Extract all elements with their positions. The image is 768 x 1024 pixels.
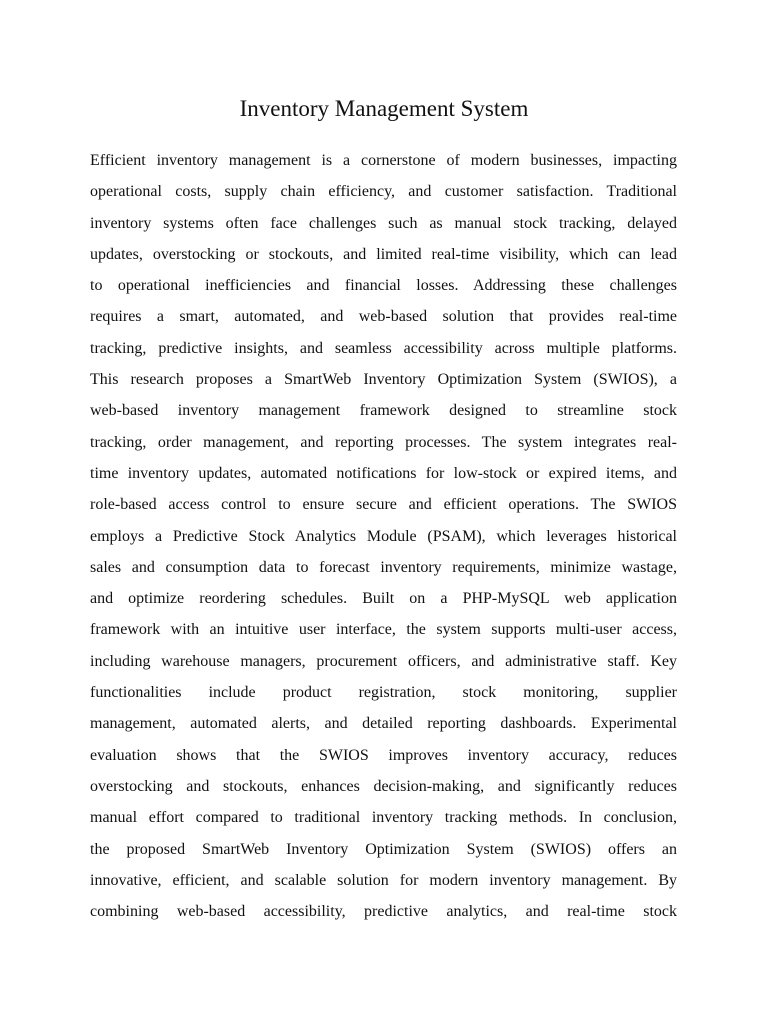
paragraph-line: employs a Predictive Stock Analytics Module (PSAM), which leverages historical <box>90 527 677 545</box>
paragraph-line: updates, overstocking or stockouts, and limited real-time visibility, which can lead <box>90 245 677 263</box>
paragraph-line: to operational inefficiencies and financial losses. Addressing these challenges <box>90 277 677 295</box>
paragraph-line: combining web-based accessibility, predictive analytics, and real-time stock <box>90 903 677 921</box>
paragraph-line: time inventory updates, automated notifications for low-stock or expired items, and <box>90 464 677 482</box>
paragraph-line: inventory systems often face challenges such as manual stock tracking, delayed <box>90 214 677 232</box>
paragraph-line: management, automated alerts, and detailed reporting dashboards. Experimental <box>90 715 677 733</box>
paragraph-line: manual effort compared to traditional inventory tracking methods. In conclusion, <box>90 809 677 827</box>
paragraph-line: role-based access control to ensure secure and efficient operations. The SWIOS <box>90 496 677 514</box>
paragraph-line: overstocking and stockouts, enhances decision-making, and significantly reduces <box>90 777 677 795</box>
paragraph-line: web-based inventory management framework designed to streamline stock <box>90 402 677 420</box>
paragraph-line: functionalities include product registration, stock monitoring, supplier <box>90 684 677 702</box>
paragraph-line: tracking, order management, and reporting processes. The system integrates real- <box>90 433 677 451</box>
paragraph-line: operational costs, supply chain efficiency, and customer satisfaction. Traditional <box>90 183 677 201</box>
body-paragraph <box>90 145 677 927</box>
paragraph-line: including warehouse managers, procurement officers, and administrative staff. Key <box>90 652 677 670</box>
document-title: Inventory Management System <box>239 96 529 121</box>
paragraph-line: innovative, efficient, and scalable solution for modern inventory management. By <box>90 871 677 889</box>
paragraph-line: Efficient inventory management is a cornerstone of modern businesses, impacting <box>90 152 677 169</box>
paragraph-line: evaluation shows that the SWIOS improves inventory accuracy, reduces <box>90 746 677 764</box>
paragraph-line: sales and consumption data to forecast inventory requirements, minimize wastage, <box>90 558 677 576</box>
paragraph-line: tracking, predictive insights, and seamless accessibility across multiple platforms. <box>90 339 677 357</box>
paragraph-line: requires a smart, automated, and web-based solution that provides real-time <box>90 308 677 326</box>
paragraph-line: This research proposes a SmartWeb Inventory Optimization System (SWIOS), a <box>90 371 677 389</box>
paragraph-line: and optimize reordering schedules. Built on a PHP-MySQL web application <box>90 590 677 608</box>
paragraph-line: the proposed SmartWeb Inventory Optimization System (SWIOS) offers an <box>90 840 677 858</box>
paragraph-line: framework with an intuitive user interface, the system supports multi-user access, <box>90 621 677 639</box>
